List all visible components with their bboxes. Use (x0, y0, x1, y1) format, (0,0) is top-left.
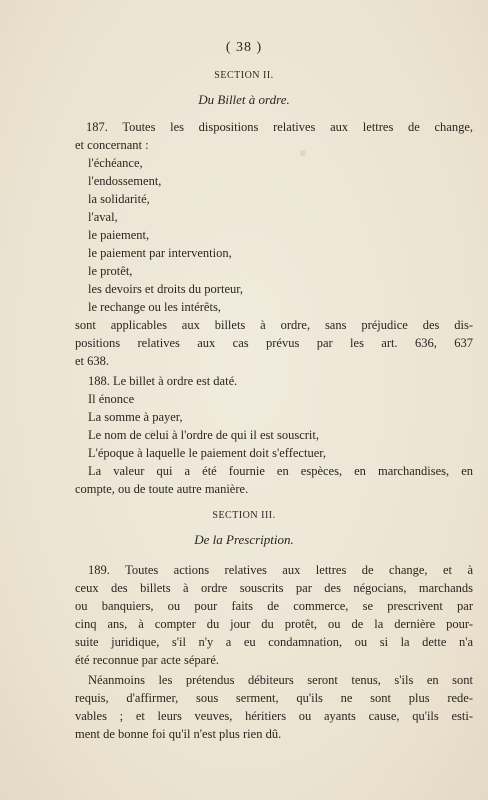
list-item: l'aval, (88, 210, 118, 224)
list-item: Le nom de celui à l'ordre de qui il est souscrit, (88, 428, 320, 442)
article-189-para2: Néanmoins les prétendus débiteurs seront tenus, s'ils en sont (88, 673, 473, 687)
section-title: De la Prescription. (194, 532, 294, 547)
section-title: Du Billet à ordre. (198, 92, 290, 107)
article-189-line: ou banquiers, ou pour faits de commerce, se prescrivent par (75, 599, 473, 613)
article-188-last: compte, ou de toute autre manière. (75, 482, 249, 496)
list-item: La somme à payer, (88, 410, 183, 424)
article-189-line: suite juridique, s'il n'y a eu condamnation, ou si la dette n'a (75, 635, 473, 649)
page-number: ( 38 ) (225, 40, 263, 55)
list-item: le rechange ou les intérêts, (88, 300, 221, 314)
paper-spot (300, 150, 306, 156)
section-heading: SECTION II. (214, 70, 274, 81)
section-heading: SECTION III. (212, 510, 276, 521)
article-189-para2: requis, d'affirmer, sous serment, qu'ils ne sont plus rede- (75, 691, 473, 705)
article-189-para2: ment de bonne foi qu'il n'est plus rien dû. (75, 727, 282, 741)
article-188-intro: 188. Le billet à ordre est daté. (88, 374, 238, 388)
list-item: le paiement, (88, 228, 150, 242)
list-item: l'échéance, (88, 156, 143, 170)
list-item: l'endossement, (88, 174, 162, 188)
article-187-conclusion: positions relatives aux cas prévus par les art. 636, 637 (75, 336, 473, 350)
article-187-intro-2: et concernant : (75, 138, 149, 152)
article-187-intro: 187. Toutes les dispositions relatives aux lettres de change, (86, 120, 473, 134)
list-item: L'époque à laquelle le paiement doit s'effectuer, (88, 446, 327, 460)
list-item: les devoirs et droits du porteur, (88, 282, 244, 296)
article-189-line: cinq ans, à compter du jour du protêt, ou de la dernière pour- (75, 617, 473, 631)
article-188-line: Il énonce (88, 392, 135, 406)
article-187-conclusion: et 638. (75, 354, 110, 368)
article-189-para2: vables ; et leurs veuves, héritiers ou ayants cause, qu'ils esti- (75, 709, 473, 723)
list-item: La valeur qui a été fournie en espèces, en marchandises, en (88, 464, 473, 478)
list-item: le protêt, (88, 264, 133, 278)
article-189-line: été reconnue par acte séparé. (75, 653, 220, 667)
article-189-line: ceux des billets à ordre souscrits par des négocians, marchands (75, 581, 473, 595)
list-item: la solidarité, (88, 192, 150, 206)
article-187-conclusion: sont applicables aux billets à ordre, sans préjudice des dis- (75, 318, 473, 332)
list-item: le paiement par intervention, (88, 246, 232, 260)
article-189-line: 189. Toutes actions relatives aux lettres de change, et à (88, 563, 473, 577)
